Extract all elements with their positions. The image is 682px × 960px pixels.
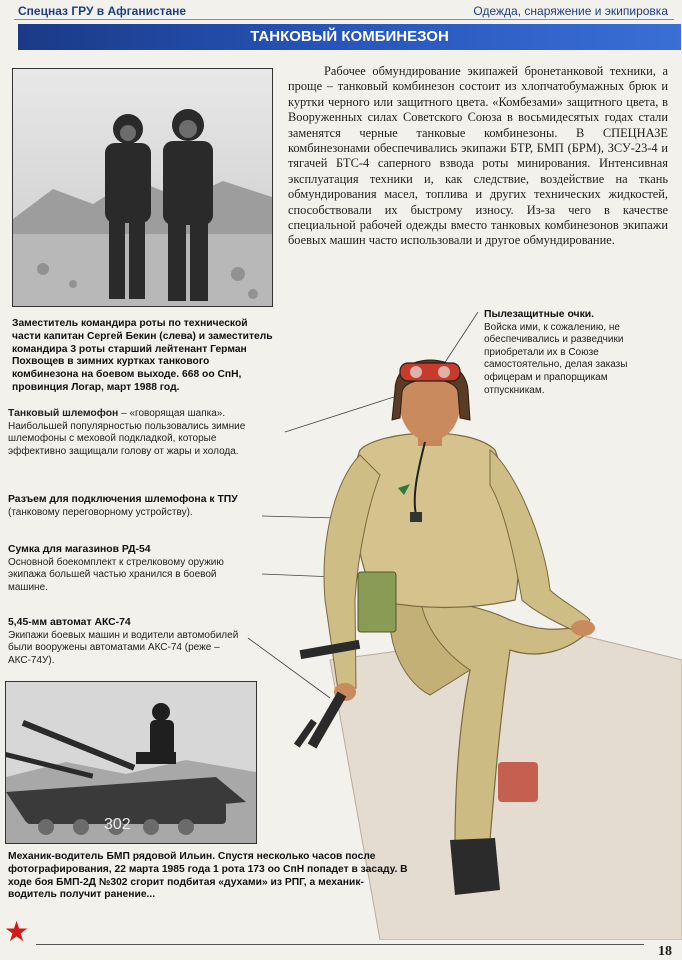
callout-rifle-title: 5,45-мм автомат АКС-74 bbox=[8, 617, 131, 628]
star-icon: ★ bbox=[4, 916, 30, 947]
callout-helmet-text: Наибольшей популярностью пользовались зимние шлемофоны с меховой подкладкой, которые эффективно защищали голову от жары и холода. bbox=[8, 420, 246, 457]
callout-pouch-text: Основной боекомплект к стрелковому оружию экипажа большей частью хранился в боевой машине. bbox=[8, 556, 224, 593]
header-divider bbox=[14, 19, 674, 20]
photo-bmp-driver bbox=[5, 681, 257, 844]
caption-top-photo: Заместитель командира роты по технической части капитан Сергей Бекин (слева) и заместитель командира 3 роты старший лейтенант Герман Похвощев в зимних куртках танкового комбинезона на боевом выходе. 668 оо СпН, провинция Логар, март 1988 год. bbox=[12, 318, 273, 393]
photo-two-officers bbox=[12, 68, 273, 307]
article-body: Рабочее обмундирование экипажей бронетанковой техники, а проще – танковый комбинезон состоит из хлопчатобумажных брюк и куртки черного или защитного цвета. «Комбезами» защитного цвета, в Вооруженных силах Советского Союза в восьмидесятых годах стали заменятся черные танковые комбинезоны. В СПЕЦНАЗЕ комбинезонами обеспечивались экипажи БТР, БМП (БРМ), ЗСУ-23-4 и тягачей БТС-4 саперного взвода роты минирования. Интенсивная эксплуатация техники и, как следствие, воздействие на ткань обмундирования масел, топлива и других технических жидкостей, способствовали их быстрому износу. Из-за чего в качестве специальной рабочей одежды вместо танковых комбинезонов экипажи боевых машин часто использовали и другое обмундирование. bbox=[288, 64, 668, 248]
callout-goggles-title: Пылезащитные очки. bbox=[484, 309, 595, 320]
footer-divider bbox=[36, 944, 644, 945]
running-header-right: Одежда, снаряжение и экипировка bbox=[473, 4, 668, 18]
callout-goggles-text: Войска ими, к сожалению, не обеспечивались и разведчики приобретали их в Союзе самостоятельно, делая заказы офицерам и прапорщикам отпускникам. bbox=[484, 321, 628, 396]
section-title-banner: ТАНКОВЫЙ КОМБИНЕЗОН bbox=[18, 24, 681, 50]
vehicle-number-label: 302 bbox=[104, 816, 131, 833]
callout-rifle-text: Экипажи боевых машин и водители автомобилей были вооружены автоматами АКС-74 (реже – АКС-74У). bbox=[8, 629, 239, 666]
callout-helmet-title: Танковый шлемофон bbox=[8, 408, 119, 419]
running-header-left: Спецназ ГРУ в Афганистане bbox=[18, 4, 187, 18]
soldier-illustration bbox=[0, 300, 682, 940]
callout-helmet-sub: – «говорящая шапка». bbox=[118, 408, 226, 419]
caption-bottom-photo: Механик-водитель БМП рядовой Ильин. Спустя несколько часов после фотографирования, 22 марта 1985 года 1 рота 173 оо СпН попадет в засаду. В ходе боя БМП-2Д №302 сгорит подбитая «духами» из РПГ, а механик-водитель получит ранение... bbox=[8, 851, 408, 901]
callout-connector-text: (танковому переговорному устройству). bbox=[8, 506, 193, 518]
page-number: 18 bbox=[658, 944, 672, 959]
callout-connector-title: Разъем для подключения шлемофона к ТПУ bbox=[8, 494, 238, 505]
callout-pouch-title: Сумка для магазинов РД-54 bbox=[8, 544, 151, 555]
